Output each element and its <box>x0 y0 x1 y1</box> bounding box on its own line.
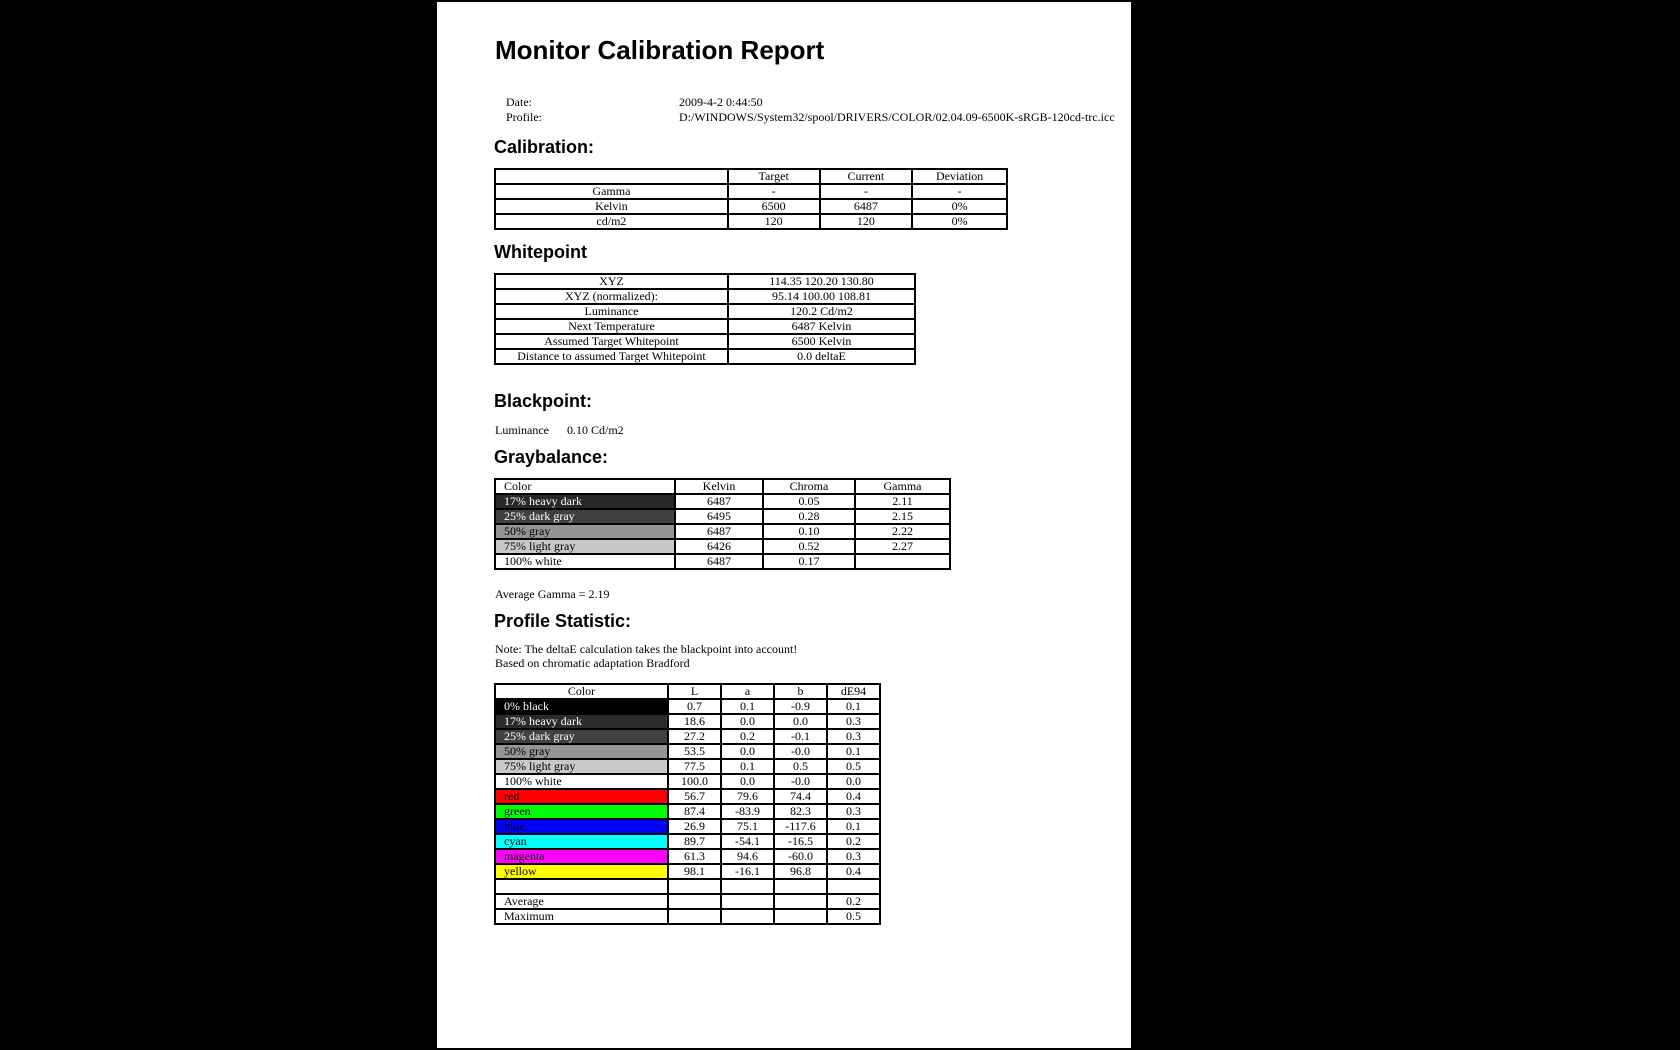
profile-dE94-cell: 0.3 <box>827 849 880 864</box>
summary-a-cell <box>721 909 774 924</box>
color-swatch-cell: 17% heavy dark <box>495 714 668 729</box>
calibration-deviation-cell: 0% <box>912 199 1007 214</box>
profile-a-cell: 0.1 <box>721 759 774 774</box>
calibration-header-deviation: Deviation <box>912 169 1007 184</box>
profile-a-cell: 75.1 <box>721 819 774 834</box>
blackpoint-heading: Blackpoint: <box>494 391 593 411</box>
whitepoint-row-value: 6487 Kelvin <box>728 319 915 334</box>
summary-dE94-cell <box>827 879 880 894</box>
whitepoint-row <box>495 334 915 349</box>
profile-b-cell: -16.5 <box>774 834 827 849</box>
blackpoint-luminance-value: 0.10 Cd/m2 <box>567 423 624 437</box>
summary-a-cell <box>721 879 774 894</box>
color-swatch-cell: 100% white <box>495 774 668 789</box>
profile-L-cell: 27.2 <box>668 729 721 744</box>
average-gamma-value: 2.19 <box>588 587 610 601</box>
profile-statistic-header-row <box>495 684 880 699</box>
whitepoint-row-value: 0.0 deltaE <box>728 349 915 364</box>
whitepoint-row <box>495 319 915 334</box>
color-swatch-cell: magenta <box>495 849 668 864</box>
whitepoint-row-label: Distance to assumed Target Whitepoint <box>495 349 728 364</box>
summary-b-cell <box>774 909 827 924</box>
profile-header-a: a <box>721 684 774 699</box>
profile-L-cell: 18.6 <box>668 714 721 729</box>
profile-b-cell: 74.4 <box>774 789 827 804</box>
profile-value: D:/WINDOWS/System32/spool/DRIVERS/COLOR/02.04.09-6500K-sRGB-120cd-trc.icc <box>679 110 1115 124</box>
profile-L-cell: 89.7 <box>668 834 721 849</box>
calibration-heading: Calibration: <box>494 137 595 157</box>
graybalance-header-chroma: Chroma <box>763 479 855 494</box>
gray-swatch-cell: 50% gray <box>495 524 675 539</box>
profile-statistic-row <box>495 819 880 834</box>
graybalance-header-color: Color <box>495 479 675 494</box>
profile-b-cell: 0.0 <box>774 714 827 729</box>
profile-a-cell: 94.6 <box>721 849 774 864</box>
profile-b-cell: -0.0 <box>774 744 827 759</box>
graybalance-chroma-cell: 0.28 <box>763 509 855 524</box>
profile-dE94-cell: 0.1 <box>827 699 880 714</box>
profile-dE94-cell: 0.1 <box>827 819 880 834</box>
profile-b-cell: -60.0 <box>774 849 827 864</box>
profile-L-cell: 0.7 <box>668 699 721 714</box>
profile-summary-row <box>495 909 880 924</box>
profile-statistic-row <box>495 849 880 864</box>
profile-L-cell: 87.4 <box>668 804 721 819</box>
color-swatch-cell: 25% dark gray <box>495 729 668 744</box>
color-swatch-cell: 50% gray <box>495 744 668 759</box>
profile-L-cell: 26.9 <box>668 819 721 834</box>
profile-dE94-cell: 0.1 <box>827 744 880 759</box>
average-gamma-label: Average Gamma = <box>495 587 586 601</box>
profile-statistic-row <box>495 699 880 714</box>
profile-a-cell: 0.0 <box>721 714 774 729</box>
graybalance-gamma-cell: 2.27 <box>855 539 950 554</box>
graybalance-header-kelvin: Kelvin <box>675 479 763 494</box>
profile-header-color: Color <box>495 684 668 699</box>
profile-statistic-row <box>495 789 880 804</box>
whitepoint-row-label: XYZ <box>495 274 728 289</box>
whitepoint-row-label: Luminance <box>495 304 728 319</box>
whitepoint-row-value: 120.2 Cd/m2 <box>728 304 915 319</box>
summary-label-cell <box>495 879 668 894</box>
profile-dE94-cell: 0.3 <box>827 729 880 744</box>
profile-summary-row <box>495 894 880 909</box>
graybalance-gamma-cell: 2.15 <box>855 509 950 524</box>
graybalance-gamma-cell <box>855 554 950 569</box>
summary-dE94-cell: 0.5 <box>827 909 880 924</box>
calibration-header-blank <box>495 169 728 184</box>
calibration-target-cell: - <box>728 184 820 199</box>
profile-statistic-row <box>495 744 880 759</box>
profile-a-cell: 79.6 <box>721 789 774 804</box>
summary-b-cell <box>774 879 827 894</box>
report-title: Monitor Calibration Report <box>495 35 825 65</box>
profile-a-cell: 0.1 <box>721 699 774 714</box>
profile-statistic-row <box>495 774 880 789</box>
profile-dE94-cell: 0.4 <box>827 864 880 879</box>
summary-L-cell <box>668 894 721 909</box>
note-line-2: Based on chromatic adaptation Bradford <box>495 656 690 670</box>
whitepoint-row-label: Assumed Target Whitepoint <box>495 334 728 349</box>
whitepoint-row-label: Next Temperature <box>495 319 728 334</box>
profile-statistic-note <box>495 642 797 670</box>
calibration-table <box>494 168 1008 230</box>
graybalance-header-gamma: Gamma <box>855 479 950 494</box>
graybalance-row <box>495 494 950 509</box>
calibration-row-label: cd/m2 <box>495 214 728 229</box>
profile-a-cell: 0.0 <box>721 774 774 789</box>
profile-a-cell: -83.9 <box>721 804 774 819</box>
graybalance-row <box>495 509 950 524</box>
summary-label-cell: Maximum <box>495 909 668 924</box>
profile-L-cell: 53.5 <box>668 744 721 759</box>
calibration-row-label: Gamma <box>495 184 728 199</box>
profile-statistic-row <box>495 714 880 729</box>
color-swatch-cell: green <box>495 804 668 819</box>
calibration-current-cell: 120 <box>820 214 913 229</box>
graybalance-chroma-cell: 0.17 <box>763 554 855 569</box>
profile-b-cell: -117.6 <box>774 819 827 834</box>
profile-b-cell: 82.3 <box>774 804 827 819</box>
whitepoint-row <box>495 274 915 289</box>
whitepoint-row <box>495 289 915 304</box>
profile-dE94-cell: 0.3 <box>827 714 880 729</box>
profile-summary-row <box>495 879 880 894</box>
profile-L-cell: 61.3 <box>668 849 721 864</box>
calibration-header-current: Current <box>820 169 913 184</box>
whitepoint-row <box>495 304 915 319</box>
profile-a-cell: 0.0 <box>721 744 774 759</box>
graybalance-gamma-cell: 2.11 <box>855 494 950 509</box>
graybalance-chroma-cell: 0.52 <box>763 539 855 554</box>
color-swatch-cell: cyan <box>495 834 668 849</box>
profile-dE94-cell: 0.5 <box>827 759 880 774</box>
whitepoint-heading: Whitepoint <box>494 242 587 262</box>
graybalance-kelvin-cell: 6487 <box>675 494 763 509</box>
date-value: 2009-4-2 0:44:50 <box>679 95 763 109</box>
profile-statistic-row <box>495 834 880 849</box>
profile-b-cell: 96.8 <box>774 864 827 879</box>
summary-b-cell <box>774 894 827 909</box>
graybalance-header-row <box>495 479 950 494</box>
profile-b-cell: -0.0 <box>774 774 827 789</box>
profile-b-cell: 0.5 <box>774 759 827 774</box>
profile-L-cell: 77.5 <box>668 759 721 774</box>
summary-L-cell <box>668 909 721 924</box>
meta-profile-row <box>506 110 1115 125</box>
summary-a-cell <box>721 894 774 909</box>
profile-dE94-cell: 0.2 <box>827 834 880 849</box>
meta-date-row <box>506 95 1115 110</box>
calibration-target-cell: 120 <box>728 214 820 229</box>
profile-statistic-row <box>495 864 880 879</box>
profile-statistic-row <box>495 804 880 819</box>
graybalance-row <box>495 524 950 539</box>
profile-a-cell: -16.1 <box>721 864 774 879</box>
profile-b-cell: -0.1 <box>774 729 827 744</box>
calibration-deviation-cell: - <box>912 184 1007 199</box>
profile-dE94-cell: 0.4 <box>827 789 880 804</box>
calibration-row <box>495 199 1007 214</box>
whitepoint-table <box>494 273 916 365</box>
note-line-1: Note: The deltaE calculation takes the blackpoint into account! <box>495 642 798 656</box>
blackpoint-luminance-line <box>495 423 624 437</box>
color-swatch-cell: 75% light gray <box>495 759 668 774</box>
average-gamma-line <box>495 587 610 601</box>
report-page <box>437 2 1131 1048</box>
graybalance-row <box>495 554 950 569</box>
graybalance-chroma-cell: 0.05 <box>763 494 855 509</box>
calibration-target-cell: 6500 <box>728 199 820 214</box>
gray-swatch-cell: 25% dark gray <box>495 509 675 524</box>
graybalance-row <box>495 539 950 554</box>
calibration-header-target: Target <box>728 169 820 184</box>
profile-header-b: b <box>774 684 827 699</box>
graybalance-heading: Graybalance: <box>494 447 609 467</box>
summary-label-cell: Average <box>495 894 668 909</box>
calibration-row-label: Kelvin <box>495 199 728 214</box>
whitepoint-row-value: 6500 Kelvin <box>728 334 915 349</box>
date-label: Date: <box>506 95 532 109</box>
summary-dE94-cell: 0.2 <box>827 894 880 909</box>
profile-statistic-row <box>495 729 880 744</box>
gray-swatch-cell: 17% heavy dark <box>495 494 675 509</box>
color-swatch-cell: blue <box>495 819 668 834</box>
profile-L-cell: 98.1 <box>668 864 721 879</box>
graybalance-chroma-cell: 0.10 <box>763 524 855 539</box>
profile-a-cell: -54.1 <box>721 834 774 849</box>
calibration-row <box>495 214 1007 229</box>
blackpoint-luminance-label: Luminance <box>495 423 549 437</box>
calibration-current-cell: 6487 <box>820 199 913 214</box>
profile-header-L: L <box>668 684 721 699</box>
report-meta <box>506 95 1115 125</box>
profile-dE94-cell: 0.3 <box>827 804 880 819</box>
graybalance-kelvin-cell: 6495 <box>675 509 763 524</box>
profile-b-cell: -0.9 <box>774 699 827 714</box>
gray-swatch-cell: 75% light gray <box>495 539 675 554</box>
whitepoint-row-label: XYZ (normalized): <box>495 289 728 304</box>
profile-header-dE94: dE94 <box>827 684 880 699</box>
profile-a-cell: 0.2 <box>721 729 774 744</box>
summary-L-cell <box>668 879 721 894</box>
graybalance-kelvin-cell: 6487 <box>675 554 763 569</box>
profile-dE94-cell: 0.0 <box>827 774 880 789</box>
profile-L-cell: 100.0 <box>668 774 721 789</box>
profile-statistic-heading: Profile Statistic: <box>494 611 632 631</box>
calibration-current-cell: - <box>820 184 913 199</box>
graybalance-table <box>494 478 951 570</box>
whitepoint-row <box>495 349 915 364</box>
calibration-row <box>495 184 1007 199</box>
profile-L-cell: 56.7 <box>668 789 721 804</box>
whitepoint-row-value: 114.35 120.20 130.80 <box>728 274 915 289</box>
calibration-deviation-cell: 0% <box>912 214 1007 229</box>
gray-swatch-cell: 100% white <box>495 554 675 569</box>
color-swatch-cell: 0% black <box>495 699 668 714</box>
color-swatch-cell: yellow <box>495 864 668 879</box>
profile-label: Profile: <box>506 110 542 124</box>
whitepoint-row-value: 95.14 100.00 108.81 <box>728 289 915 304</box>
calibration-header-row <box>495 169 1007 184</box>
graybalance-kelvin-cell: 6426 <box>675 539 763 554</box>
profile-statistic-table <box>494 683 881 925</box>
color-swatch-cell: red <box>495 789 668 804</box>
graybalance-gamma-cell: 2.22 <box>855 524 950 539</box>
profile-statistic-row <box>495 759 880 774</box>
graybalance-kelvin-cell: 6487 <box>675 524 763 539</box>
